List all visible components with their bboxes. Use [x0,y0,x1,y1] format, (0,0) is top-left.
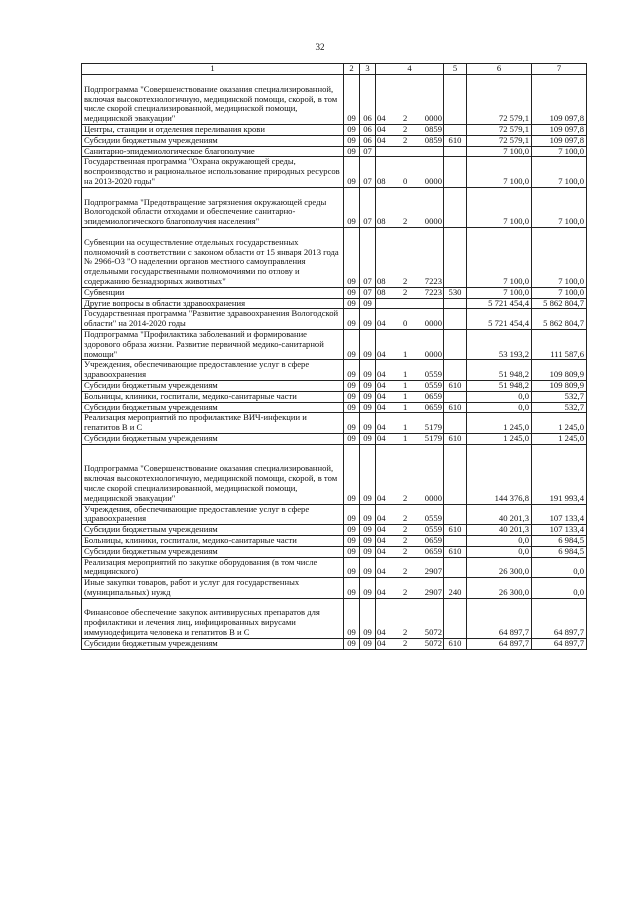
row-code-subprogram: 2 [403,287,408,297]
row-col6: 7 100,0 [467,227,532,287]
row-name: Государственная программа "Развитие здравоохранения Вологодской области" на 2014-2020 годы [82,309,344,330]
table-row [82,525,587,536]
row-code-program: 04 [377,318,386,329]
row-col7: 532,7 [532,402,587,413]
row-col3: 09 [360,309,376,330]
row-col6: 7 100,0 [467,187,532,227]
row-col7: 6 984,5 [532,546,587,557]
row-code-item: 0000 [424,318,442,329]
row-col6: 72 579,1 [467,125,532,136]
row-code-item: 0000 [424,492,442,503]
row-col4 [376,535,444,546]
row-col3: 09 [360,402,376,413]
row-code-program: 04 [377,535,386,545]
row-code-program: 04 [377,124,386,134]
row-code-subprogram: 2 [403,513,408,524]
row-code-subprogram: 1 [403,391,408,401]
row-col3: 09 [360,444,376,504]
row-col3: 09 [360,546,376,557]
row-code-item: 0559 [424,524,442,535]
row-col5 [444,75,467,125]
header-cell-4: 4 [376,64,444,75]
row-name: Подпрограмма "Совершенствование оказания специализированной, включая высокотехнологичную, медицинской помощи, скорой, в том числе скорой специализированной, медицинской помощи, медицинской эвакуации" [82,75,344,125]
row-col2: 09 [344,360,360,381]
row-col2: 09 [344,125,360,136]
row-col4 [376,413,444,434]
row-col4 [376,525,444,536]
row-col4 [376,380,444,391]
row-col4 [376,157,444,187]
table-row [82,413,587,434]
row-col5 [444,535,467,546]
row-code-item: 0659 [424,402,442,412]
row-name: Другие вопросы в области здравоохранения [82,298,344,309]
row-col2: 09 [344,546,360,557]
row-col6: 64 897,7 [467,638,532,649]
row-code-item: 5072 [424,638,442,648]
row-code-item: 2907 [424,586,442,597]
row-col4 [376,444,444,504]
row-code-subprogram: 2 [403,216,408,227]
row-col6: 7 100,0 [467,287,532,298]
row-col5 [444,391,467,402]
row-code-program: 04 [377,369,386,380]
table-row [82,391,587,402]
row-col2: 09 [344,578,360,599]
row-name: Подпрограмма "Совершенствование оказания специализированной, включая высокотехнологичную, медицинской помощи, скорой, в том числе скорой специализированной, медицинской помощи, медицинской эвакуации" [82,444,344,504]
row-col2: 09 [344,413,360,434]
row-col5 [444,413,467,434]
row-code-subprogram: 2 [403,627,408,638]
row-col3: 09 [360,413,376,434]
row-code-program: 04 [377,492,386,503]
row-col4 [376,598,444,638]
row-col3: 07 [360,146,376,157]
header-cell-5: 5 [444,64,467,75]
row-code-item: 5072 [424,627,442,638]
row-code-subprogram: 1 [403,380,408,390]
row-code-item: 0659 [424,535,442,545]
row-code-program: 04 [377,135,386,145]
row-code-item: 0000 [424,216,442,227]
row-col7: 532,7 [532,391,587,402]
row-code-subprogram: 2 [403,535,408,545]
table-row [82,187,587,227]
row-code-program: 04 [377,627,386,638]
row-col5: 610 [444,380,467,391]
row-col4 [376,135,444,146]
row-col2: 09 [344,75,360,125]
row-name: Субсидии бюджетным учреждениям [82,546,344,557]
row-col6: 7 100,0 [467,146,532,157]
row-col3: 09 [360,598,376,638]
row-col7: 0,0 [532,578,587,599]
row-col2: 09 [344,557,360,578]
row-col3: 09 [360,433,376,444]
table-row [82,380,587,391]
row-col2: 09 [344,638,360,649]
table-row [82,402,587,413]
row-col5 [444,227,467,287]
row-code-item: 0859 [424,124,442,134]
row-code-subprogram: 2 [403,135,408,145]
row-name: Учреждения, обеспечивающие предоставление услуг в сфере здравоохранения [82,360,344,381]
row-col5: 610 [444,135,467,146]
table-row [82,135,587,146]
row-code-item: 0559 [424,380,442,390]
row-col5 [444,557,467,578]
row-name: Субсидии бюджетным учреждениям [82,638,344,649]
table-row [82,75,587,125]
row-col2: 09 [344,444,360,504]
row-name: Субсидии бюджетным учреждениям [82,525,344,536]
row-col4 [376,638,444,649]
row-code-item: 5179 [424,422,442,433]
row-col7: 109 097,8 [532,75,587,125]
row-col7: 7 100,0 [532,287,587,298]
row-code-item: 0559 [424,513,442,524]
row-code-program: 04 [377,566,386,577]
table-row [82,360,587,381]
row-col2: 09 [344,504,360,525]
row-col4 [376,546,444,557]
row-col5 [444,125,467,136]
row-col2: 09 [344,227,360,287]
row-code-subprogram: 2 [403,586,408,597]
row-col6: 7 100,0 [467,157,532,187]
row-col7: 6 984,5 [532,535,587,546]
row-col6: 5 721 454,4 [467,309,532,330]
row-col3: 07 [360,187,376,227]
header-cell-1: 1 [82,64,344,75]
table-row [82,504,587,525]
row-col6: 0,0 [467,402,532,413]
table-row [82,546,587,557]
row-code-subprogram: 2 [403,638,408,648]
row-col4 [376,75,444,125]
row-col6: 26 300,0 [467,578,532,599]
row-code-item: 0659 [424,546,442,556]
row-col2: 09 [344,157,360,187]
row-code-subprogram: 2 [403,124,408,134]
row-code-subprogram: 0 [403,318,408,329]
table-row [82,535,587,546]
row-col3: 09 [360,557,376,578]
row-col5: 240 [444,578,467,599]
row-name: Реализация мероприятий по профилактике ВИЧ-инфекции и гепатитов В и С [82,413,344,434]
row-code-program: 04 [377,402,386,412]
row-col3: 09 [360,525,376,536]
row-col6: 0,0 [467,391,532,402]
row-col5 [444,146,467,157]
row-col6: 40 201,3 [467,504,532,525]
row-col7: 0,0 [532,557,587,578]
row-col4 [376,402,444,413]
table-row [82,146,587,157]
row-col4 [376,557,444,578]
row-code-subprogram: 1 [403,422,408,433]
row-col5 [444,598,467,638]
row-col4 [376,146,444,157]
table-row [82,598,587,638]
row-code-program: 04 [377,422,386,433]
row-code-subprogram: 1 [403,433,408,443]
row-col3: 09 [360,360,376,381]
row-col7: 5 862 804,7 [532,298,587,309]
row-col4 [376,391,444,402]
row-col2: 09 [344,391,360,402]
row-col5 [444,360,467,381]
row-col2: 09 [344,135,360,146]
header-cell-6: 6 [467,64,532,75]
row-col2: 09 [344,329,360,359]
row-col2: 09 [344,525,360,536]
row-col3: 07 [360,287,376,298]
row-code-program: 04 [377,546,386,556]
row-col5 [444,444,467,504]
row-col7: 7 100,0 [532,146,587,157]
row-code-item: 7223 [424,287,442,297]
row-name: Подпрограмма "Предотвращение загрязнения окружающей среды Вологодской области отходами и обеспечение санитарно-эпидемиологического благополучия населения" [82,187,344,227]
row-col5: 610 [444,402,467,413]
row-col7: 7 100,0 [532,157,587,187]
table-row [82,638,587,649]
row-col6: 64 897,7 [467,598,532,638]
row-col6: 72 579,1 [467,75,532,125]
row-name: Учреждения, обеспечивающие предоставление услуг в сфере здравоохранения [82,504,344,525]
row-col4 [376,298,444,309]
row-col3: 09 [360,380,376,391]
row-col7: 7 100,0 [532,227,587,287]
row-col3: 09 [360,391,376,402]
row-name: Больницы, клиники, госпитали, медико-санитарные части [82,535,344,546]
row-code-subprogram: 2 [403,113,408,124]
table-row [82,157,587,187]
row-col4 [376,309,444,330]
row-code-subprogram: 2 [403,492,408,503]
row-col7: 107 133,4 [532,504,587,525]
row-name: Больницы, клиники, госпитали, медико-санитарные части [82,391,344,402]
row-code-item: 0000 [424,113,442,124]
row-name: Реализация мероприятий по закупке оборудования (в том числе медицинского) [82,557,344,578]
row-code-program: 04 [377,380,386,390]
row-col7: 7 100,0 [532,187,587,227]
row-col3: 09 [360,578,376,599]
page-number: 32 [315,42,325,52]
row-name: Субвенции [82,287,344,298]
row-col7: 109 809,9 [532,380,587,391]
row-col6: 0,0 [467,546,532,557]
row-col5: 610 [444,638,467,649]
row-code-program: 08 [377,216,386,227]
row-col2: 09 [344,380,360,391]
table-row [82,287,587,298]
row-col5 [444,504,467,525]
row-col6: 5 721 454,4 [467,298,532,309]
row-code-subprogram: 2 [403,275,408,286]
row-name: Подпрограмма "Профилактика заболеваний и формирование здорового образа жизни. Развитие первичной медико-санитарной помощи" [82,329,344,359]
row-col6: 26 300,0 [467,557,532,578]
row-code-item: 7223 [424,275,442,286]
row-col4 [376,578,444,599]
row-name: Субсидии бюджетным учреждениям [82,402,344,413]
row-code-item: 0859 [424,135,442,145]
row-code-program: 08 [377,287,386,297]
header-cell-3: 3 [360,64,376,75]
row-col5 [444,298,467,309]
row-col3: 09 [360,638,376,649]
row-col7: 109 097,8 [532,135,587,146]
row-code-program: 08 [377,275,386,286]
row-name: Субвенции на осуществление отдельных государственных полномочий в соответствии с законом области от 15 января 2013 года № 2966-ОЗ "О наделении органов местного самоуправления отдельными государственными полномочиями по отлову и содержанию безнадзорных животных" [82,227,344,287]
row-col6: 53 193,2 [467,329,532,359]
row-code-program: 04 [377,638,386,648]
row-name: Санитарно-эпидемиологическое благополучие [82,146,344,157]
row-col3: 07 [360,227,376,287]
table-row [82,578,587,599]
row-code-subprogram: 2 [403,566,408,577]
row-col2: 09 [344,298,360,309]
row-code-subprogram: 1 [403,402,408,412]
table-row [82,557,587,578]
table-row [82,433,587,444]
row-col5 [444,329,467,359]
row-col6: 72 579,1 [467,135,532,146]
row-name: Субсидии бюджетным учреждениям [82,135,344,146]
row-col7: 64 897,7 [532,638,587,649]
header-row [82,64,587,75]
row-col4 [376,187,444,227]
row-code-program: 04 [377,113,386,124]
row-name: Центры, станции и отделения переливания крови [82,125,344,136]
row-col2: 09 [344,402,360,413]
row-col3: 07 [360,157,376,187]
row-col7: 5 862 804,7 [532,309,587,330]
table-row [82,298,587,309]
row-name: Государственная программа "Охрана окружающей среды, воспроизводство и рациональное использование природных ресурсов на 2013-2020 годы" [82,157,344,187]
budget-table [81,63,587,650]
row-col5 [444,157,467,187]
table-row [82,444,587,504]
row-col5 [444,309,467,330]
row-code-item: 0659 [424,391,442,401]
row-code-program: 08 [377,175,386,186]
row-code-subprogram: 1 [403,369,408,380]
row-col3: 09 [360,535,376,546]
row-col2: 09 [344,535,360,546]
row-col4 [376,504,444,525]
row-code-item: 0000 [424,348,442,359]
row-col6: 144 376,8 [467,444,532,504]
row-col7: 191 993,4 [532,444,587,504]
row-col2: 09 [344,433,360,444]
row-name: Иные закупки товаров, работ и услуг для государственных (муниципальных) нужд [82,578,344,599]
row-col3: 06 [360,135,376,146]
row-col6: 0,0 [467,535,532,546]
row-col6: 51 948,2 [467,360,532,381]
row-col4 [376,125,444,136]
row-col7: 109 097,8 [532,125,587,136]
row-name: Субсидии бюджетным учреждениям [82,433,344,444]
row-col7: 107 133,4 [532,525,587,536]
row-code-subprogram: 2 [403,546,408,556]
row-col3: 06 [360,75,376,125]
row-name: Финансовое обеспечение закупок антивирусных препаратов для профилактики и лечения лиц, инфицированных вирусами иммунодефицита человека и гепатитов В и С [82,598,344,638]
row-col7: 64 897,7 [532,598,587,638]
row-col4 [376,329,444,359]
row-code-item: 2907 [424,566,442,577]
row-col6: 40 201,3 [467,525,532,536]
row-col6: 1 245,0 [467,413,532,434]
row-code-item: 0000 [424,175,442,186]
row-col3: 06 [360,125,376,136]
row-code-item: 0559 [424,369,442,380]
row-code-subprogram: 0 [403,175,408,186]
row-code-program: 04 [377,433,386,443]
row-col5: 530 [444,287,467,298]
row-col6: 1 245,0 [467,433,532,444]
row-col2: 09 [344,187,360,227]
row-col7: 1 245,0 [532,433,587,444]
row-code-program: 04 [377,513,386,524]
row-code-subprogram: 2 [403,524,408,535]
row-code-program: 04 [377,586,386,597]
row-code-subprogram: 1 [403,348,408,359]
table-row [82,227,587,287]
row-code-item: 5179 [424,433,442,443]
table-row [82,125,587,136]
row-col2: 09 [344,146,360,157]
table-row [82,329,587,359]
row-col4 [376,287,444,298]
row-col7: 1 245,0 [532,413,587,434]
row-code-program: 04 [377,391,386,401]
row-col4 [376,227,444,287]
row-code-program: 04 [377,348,386,359]
row-col6: 51 948,2 [467,380,532,391]
row-col7: 111 587,6 [532,329,587,359]
row-col3: 09 [360,298,376,309]
header-cell-7: 7 [532,64,587,75]
row-col5 [444,187,467,227]
header-cell-2: 2 [344,64,360,75]
row-col3: 09 [360,504,376,525]
row-col2: 09 [344,598,360,638]
row-col3: 09 [360,329,376,359]
row-col2: 09 [344,309,360,330]
row-col5: 610 [444,546,467,557]
row-col2: 09 [344,287,360,298]
row-col7: 109 809,9 [532,360,587,381]
table-row [82,309,587,330]
row-col5: 610 [444,525,467,536]
row-col4 [376,360,444,381]
row-code-program: 04 [377,524,386,535]
row-col5: 610 [444,433,467,444]
row-name: Субсидии бюджетным учреждениям [82,380,344,391]
table-body [82,64,587,650]
row-col4 [376,433,444,444]
